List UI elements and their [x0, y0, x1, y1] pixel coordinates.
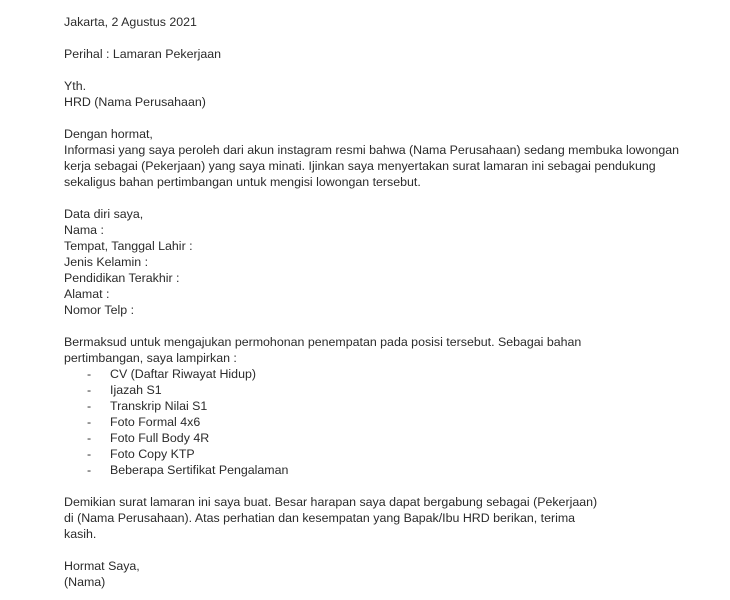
list-item [64, 446, 684, 462]
attachments-intro-line: Bermaksud untuk mengajukan permohonan penempatan pada posisi tersebut. Sebagai bahan [64, 335, 582, 349]
intro-line: Informasi yang saya peroleh dari akun instagram resmi bahwa (Nama Perusahaan) sedang membuka lowongan [64, 143, 680, 157]
spacer [64, 542, 684, 558]
spacer [64, 190, 684, 206]
recipient-block [64, 78, 684, 110]
spacer [64, 478, 684, 494]
closing-line: Demikian surat lamaran ini saya buat. Besar harapan saya dapat bergabung sebagai (Pekerjaan) [64, 495, 598, 509]
recipient-salutation: Yth. [64, 79, 87, 93]
intro-line: sekaligus bahan pertimbangan untuk mengisi lowongan tersebut. [64, 175, 421, 189]
intro-line: kerja sebagai (Pekerjaan) yang saya minati. Ijinkan saya menyertakan surat lamaran ini sebagai pendukung [64, 159, 656, 173]
subject-line: Perihal : Lamaran Pekerjaan [64, 47, 222, 61]
signer-name: (Nama) [64, 575, 106, 589]
attachments-list [64, 366, 684, 478]
attachment-label: Foto Full Body 4R [110, 431, 210, 445]
list-item [64, 414, 684, 430]
field-address: Alamat : [64, 287, 110, 301]
bullet-dash: - [87, 399, 92, 413]
list-item [64, 398, 684, 414]
date-place: Jakarta, 2 Agustus 2021 [64, 15, 197, 29]
spacer [64, 62, 684, 78]
spacer [64, 110, 684, 126]
closing-line: di (Nama Perusahaan). Atas perhatian dan kesempatan yang Bapak/Ibu HRD berikan, terima [64, 511, 576, 525]
field-phone: Nomor Telp : [64, 303, 135, 317]
recipient-name: HRD (Nama Perusahaan) [64, 95, 206, 109]
personal-data-heading: Data diri saya, [64, 207, 144, 221]
attachment-label: Foto Formal 4x6 [110, 415, 201, 429]
field-birth: Tempat, Tanggal Lahir : [64, 239, 193, 253]
list-item [64, 366, 684, 382]
spacer [64, 30, 684, 46]
attachment-label: Ijazah S1 [110, 383, 162, 397]
signature-block [64, 558, 684, 590]
attachment-label: Beberapa Sertifikat Pengalaman [110, 463, 289, 477]
list-item [64, 430, 684, 446]
attachments-intro-line: pertimbangan, saya lampirkan : [64, 351, 237, 365]
attachment-label: Transkrip Nilai S1 [110, 399, 208, 413]
cover-letter [64, 14, 684, 590]
attachments-intro [64, 334, 684, 366]
bullet-dash: - [87, 383, 92, 397]
field-education: Pendidikan Terakhir : [64, 271, 180, 285]
intro-paragraph [64, 142, 684, 190]
bullet-dash: - [87, 415, 92, 429]
attachment-label: Foto Copy KTP [110, 447, 195, 461]
closing-paragraph [64, 494, 684, 542]
list-item [64, 382, 684, 398]
bullet-dash: - [87, 463, 92, 477]
attachment-label: CV (Daftar Riwayat Hidup) [110, 367, 256, 381]
closing-line: kasih. [64, 527, 97, 541]
spacer [64, 318, 684, 334]
bullet-dash: - [87, 447, 92, 461]
field-name: Nama : [64, 223, 104, 237]
personal-data-block [64, 206, 684, 318]
greeting: Dengan hormat, [64, 127, 153, 141]
bullet-dash: - [87, 367, 92, 381]
list-item [64, 462, 684, 478]
field-gender: Jenis Kelamin : [64, 255, 149, 269]
signoff-salutation: Hormat Saya, [64, 559, 140, 573]
bullet-dash: - [87, 431, 92, 445]
